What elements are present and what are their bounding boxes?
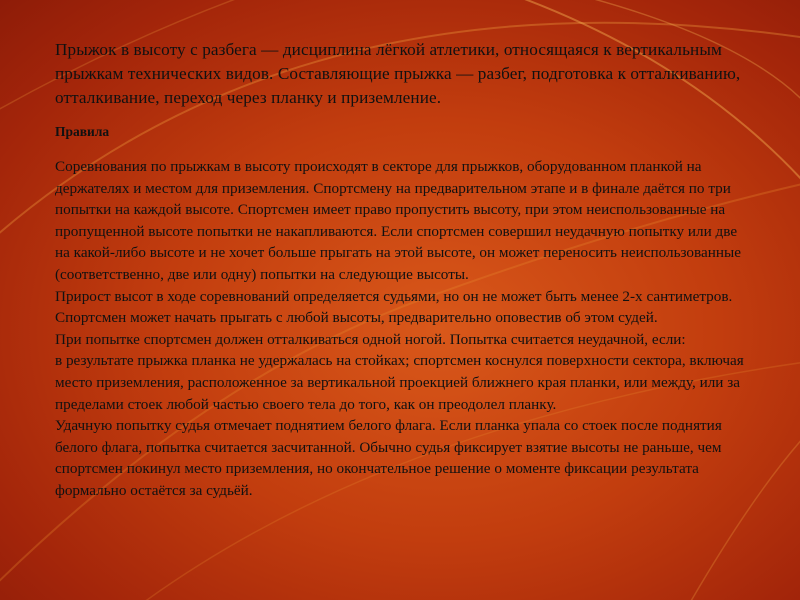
intro-paragraph: Прыжок в высоту с разбега — дисциплина лёгкой атлетики, относящаяся к вертикальным прыжкам технических видов. Составляющие прыжка — разбег, подготовка к отталкиванию, отталкивание, переход через планку и приземление. [55,40,741,107]
rules-paragraph: в результате прыжка планка не удержалась на стойках; спортсмен коснулся поверхности сектора, включая место приземления, расположенное за вертикальной проекцией ближнего края планки, или между, или за пределами стоек любой частью своего тела до того, как он преодолел планку. [55,352,744,413]
rules-heading: Правила [55,124,110,139]
rules-paragraph: Соревнования по прыжкам в высоту происходят в секторе для прыжков, оборудованном планкой на держателях и местом для приземления. Спортсмену на предварительном этапе и в финале даётся по три попытки на каждой высоте. Спортсмен имеет право пропустить высоту, при этом неиспользованные на пропущенной высоте попытки не накапливаются. Если спортсмен совершил неудачную попытку или две на какой-либо высоте и не хочет больше прыгать на этой высоте, он может переносить неиспользованные (соответственно, две или одну) попытки на следующие высоты. [55,158,741,283]
rules-paragraph: Удачную попытку судья отмечает поднятием белого флага. Если планка упала со стоек после поднятия белого флага, попытка считается засчитанной. Обычно судья фиксирует взятие высоты не раньше, чем спортсмен покинул место приземления, но окончательное решение о моменте фиксации результата формально остаётся за судьёй. [55,417,722,499]
rules-paragraph: При попытке спортсмен должен отталкиваться одной ногой. Попытка считается неудачной, если: [55,330,686,348]
rules-paragraph: Прирост высот в ходе соревнований определяется судьями, но он не может быть менее 2-х сантиметров. Спортсмен может начать прыгать с любой высоты, предварительно оповестив об этом судей. [55,287,733,327]
rules-body [55,156,755,502]
slide-content [55,38,755,502]
